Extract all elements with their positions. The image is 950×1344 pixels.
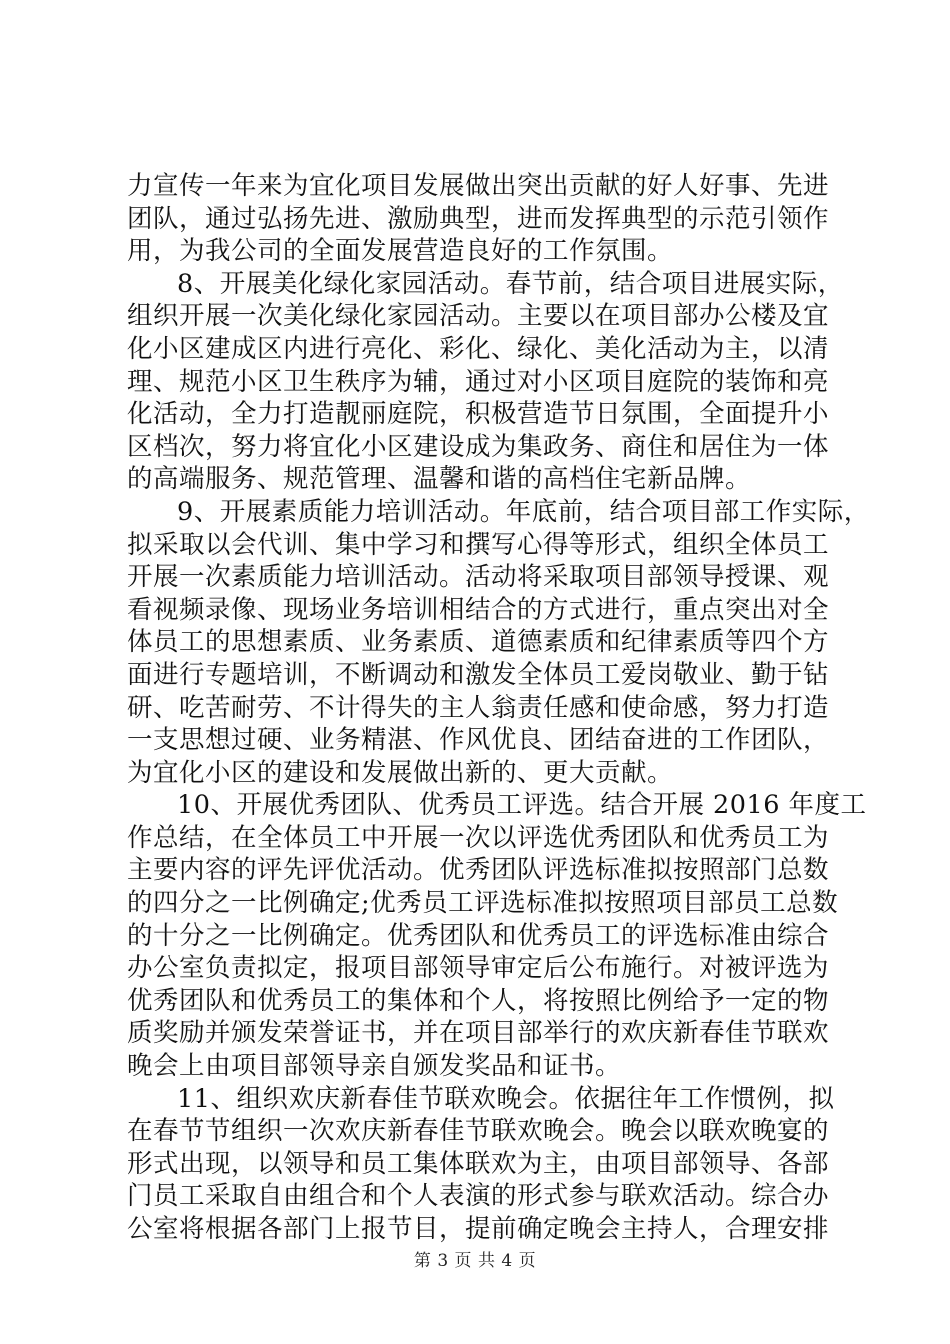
text-line: 公室将根据各部门上报节目，提前确定晚会主持人，合理安排 xyxy=(127,1214,830,1244)
text-line: 面进行专题培训，不断调动和激发全体员工爱岗敬业、勤于钻 xyxy=(127,659,830,690)
text-line: 晚会上由项目部领导亲自颁发奖品和证书。 xyxy=(127,1051,622,1082)
text-line: 看视频录像、现场业务培训相结合的方式进行，重点突出对全 xyxy=(127,594,830,625)
text-line: 的四分之一比例确定;优秀员工评选标准拟按照项目部员工总数 xyxy=(127,888,839,919)
text-line: 化活动，全力打造靓丽庭院，积极营造节日氛围，全面提升小 xyxy=(127,399,830,430)
text-line: 体员工的思想素质、业务素质、道德素质和纪律素质等四个方 xyxy=(127,627,830,658)
text-line: 作总结，在全体员工中开展一次以评选优秀团队和优秀员工为 xyxy=(127,822,830,853)
text-line: 力宣传一年来为宜化项目发展做出突出贡献的好人好事、先进 xyxy=(127,171,830,201)
text-line: 化小区建成区内进行亮化、彩化、绿化、美化活动为主，以清 xyxy=(127,333,830,364)
text-line: 研、吃苦耐劳、不计得失的主人翁责任感和使命感，努力打造 xyxy=(127,692,830,723)
text-line: 的十分之一比例确定。优秀团队和优秀员工的评选标准由综合 xyxy=(127,920,830,951)
text-line: 的高端服务、规范管理、温馨和谐的高档住宅新品牌。 xyxy=(127,464,752,495)
text-line: 质奖励并颁发荣誉证书，并在项目部举行的欢庆新春佳节联欢 xyxy=(127,1018,830,1049)
text-line: 办公室负责拟定，报项目部领导审定后公布施行。对被评选为 xyxy=(127,953,830,984)
text-line: 为宜化小区的建设和发展做出新的、更大贡献。 xyxy=(127,757,674,788)
text-line: 用，为我公司的全面发展营造良好的工作氛围。 xyxy=(127,236,674,267)
text-line: 区档次，努力将宜化小区建设成为集政务、商住和居住为一体 xyxy=(127,431,830,462)
paragraph-11-start: 11、组织欢庆新春佳节联欢晚会。依据往年工作惯例，拟 xyxy=(177,1083,835,1114)
page-number-footer: 第 3 页 共 4 页 xyxy=(413,1251,537,1271)
document-body xyxy=(127,170,870,1246)
text-line: 在春节节组织一次欢庆新春佳节联欢晚会。晚会以联欢晚宴的 xyxy=(127,1116,830,1147)
paragraph-10-start: 10、开展优秀团队、优秀员工评选。结合开展 2016 年度工 xyxy=(177,790,867,821)
text-line: 理、规范小区卫生秩序为辅，通过对小区项目庭院的装饰和亮 xyxy=(127,366,830,397)
text-line: 组织开展一次美化绿化家园活动。主要以在项目部办公楼及宜 xyxy=(127,301,830,332)
paragraph-9-start: 9、开展素质能力培训活动。年底前，结合项目部工作实际， xyxy=(177,496,870,527)
text-line: 形式出现，以领导和员工集体联欢为主，由项目部领导、各部 xyxy=(127,1148,830,1179)
text-line: 优秀团队和优秀员工的集体和个人，将按照比例给予一定的物 xyxy=(127,985,830,1016)
text-line: 门员工采取自由组合和个人表演的形式参与联欢活动。综合办 xyxy=(127,1181,830,1212)
text-line: 拟采取以会代训、集中学习和撰写心得等形式，组织全体员工 xyxy=(127,529,830,560)
text-line: 开展一次素质能力培训活动。活动将采取项目部领导授课、观 xyxy=(127,562,830,593)
text-line: 一支思想过硬、业务精湛、作风优良、团结奋进的工作团队， xyxy=(127,725,830,756)
text-line: 主要内容的评先评优活动。优秀团队评选标准拟按照部门总数 xyxy=(127,855,830,886)
paragraph-8-start: 8、开展美化绿化家园活动。春节前，结合项目进展实际， xyxy=(177,268,844,299)
text-line: 团队，通过弘扬先进、激励典型，进而发挥典型的示范引领作 xyxy=(127,203,830,234)
